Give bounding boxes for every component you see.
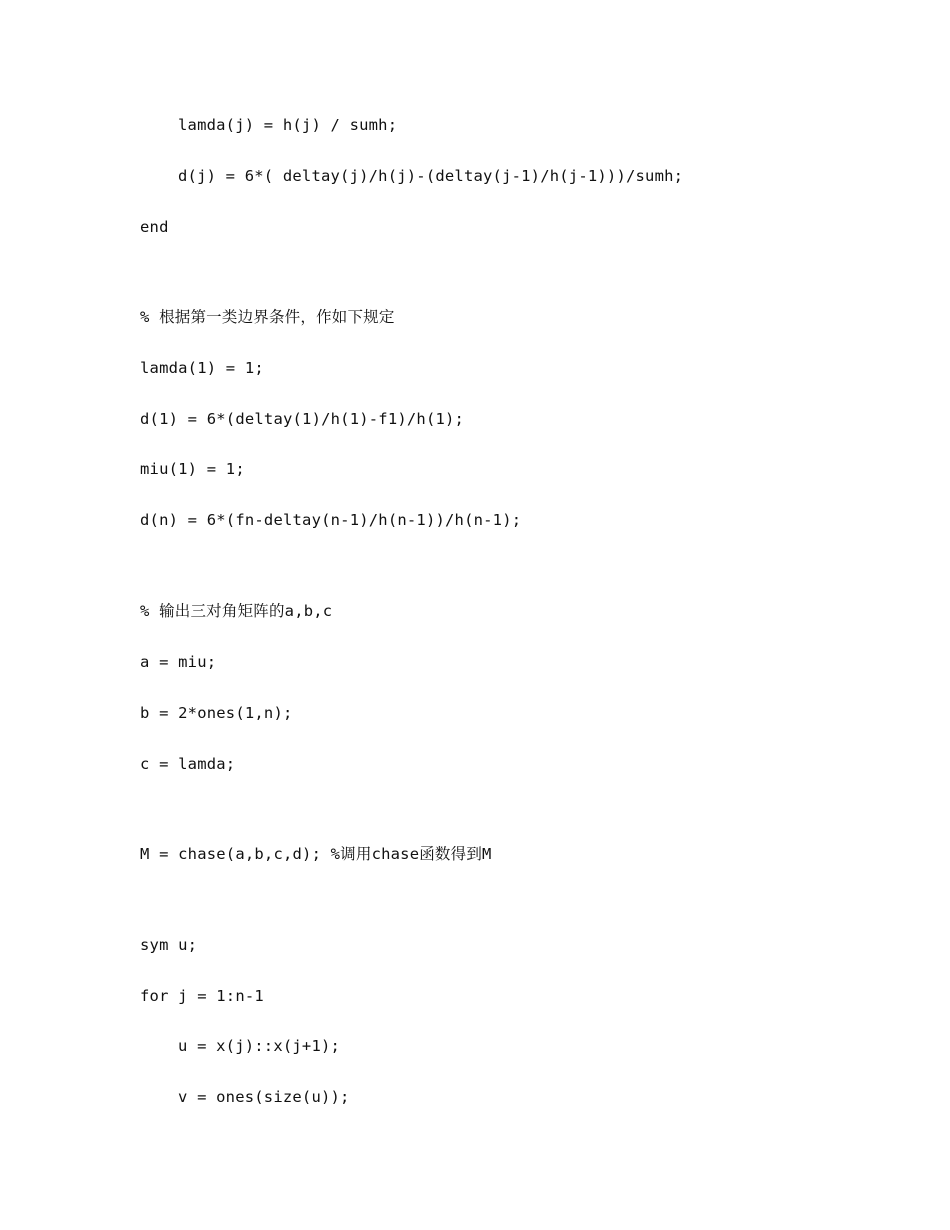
code-line: lamda(1) = 1; xyxy=(140,359,264,377)
code-line: M = chase(a,b,c,d); %调用chase函数得到M xyxy=(140,845,492,863)
code-line: d(1) = 6*(deltay(1)/h(1)-f1)/h(1); xyxy=(140,410,465,428)
code-line: a = miu; xyxy=(140,653,217,671)
code-line: c = lamda; xyxy=(140,755,236,773)
code-line: d(n) = 6*(fn-deltay(n-1)/h(n-1))/h(n-1); xyxy=(140,511,522,529)
code-line: sym u; xyxy=(140,936,198,954)
code-comment: % 根据第一类边界条件，作如下规定 xyxy=(140,308,395,326)
code-line: v = ones(size(u)); xyxy=(178,1088,350,1106)
code-line: d(j) = 6*( deltay(j)/h(j)-(deltay(j-1)/h(j-1)))/sumh; xyxy=(178,167,684,185)
code-line: lamda(j) = h(j) / sumh; xyxy=(178,116,398,134)
code-line: end xyxy=(140,218,169,236)
code-line: for j = 1:n-1 xyxy=(140,987,264,1005)
code-comment: % 输出三对角矩阵的a,b,c xyxy=(140,602,333,620)
code-line: u = x(j)::x(j+1); xyxy=(178,1037,341,1055)
code-line: b = 2*ones(1,n); xyxy=(140,704,293,722)
code-line: miu(1) = 1; xyxy=(140,460,245,478)
